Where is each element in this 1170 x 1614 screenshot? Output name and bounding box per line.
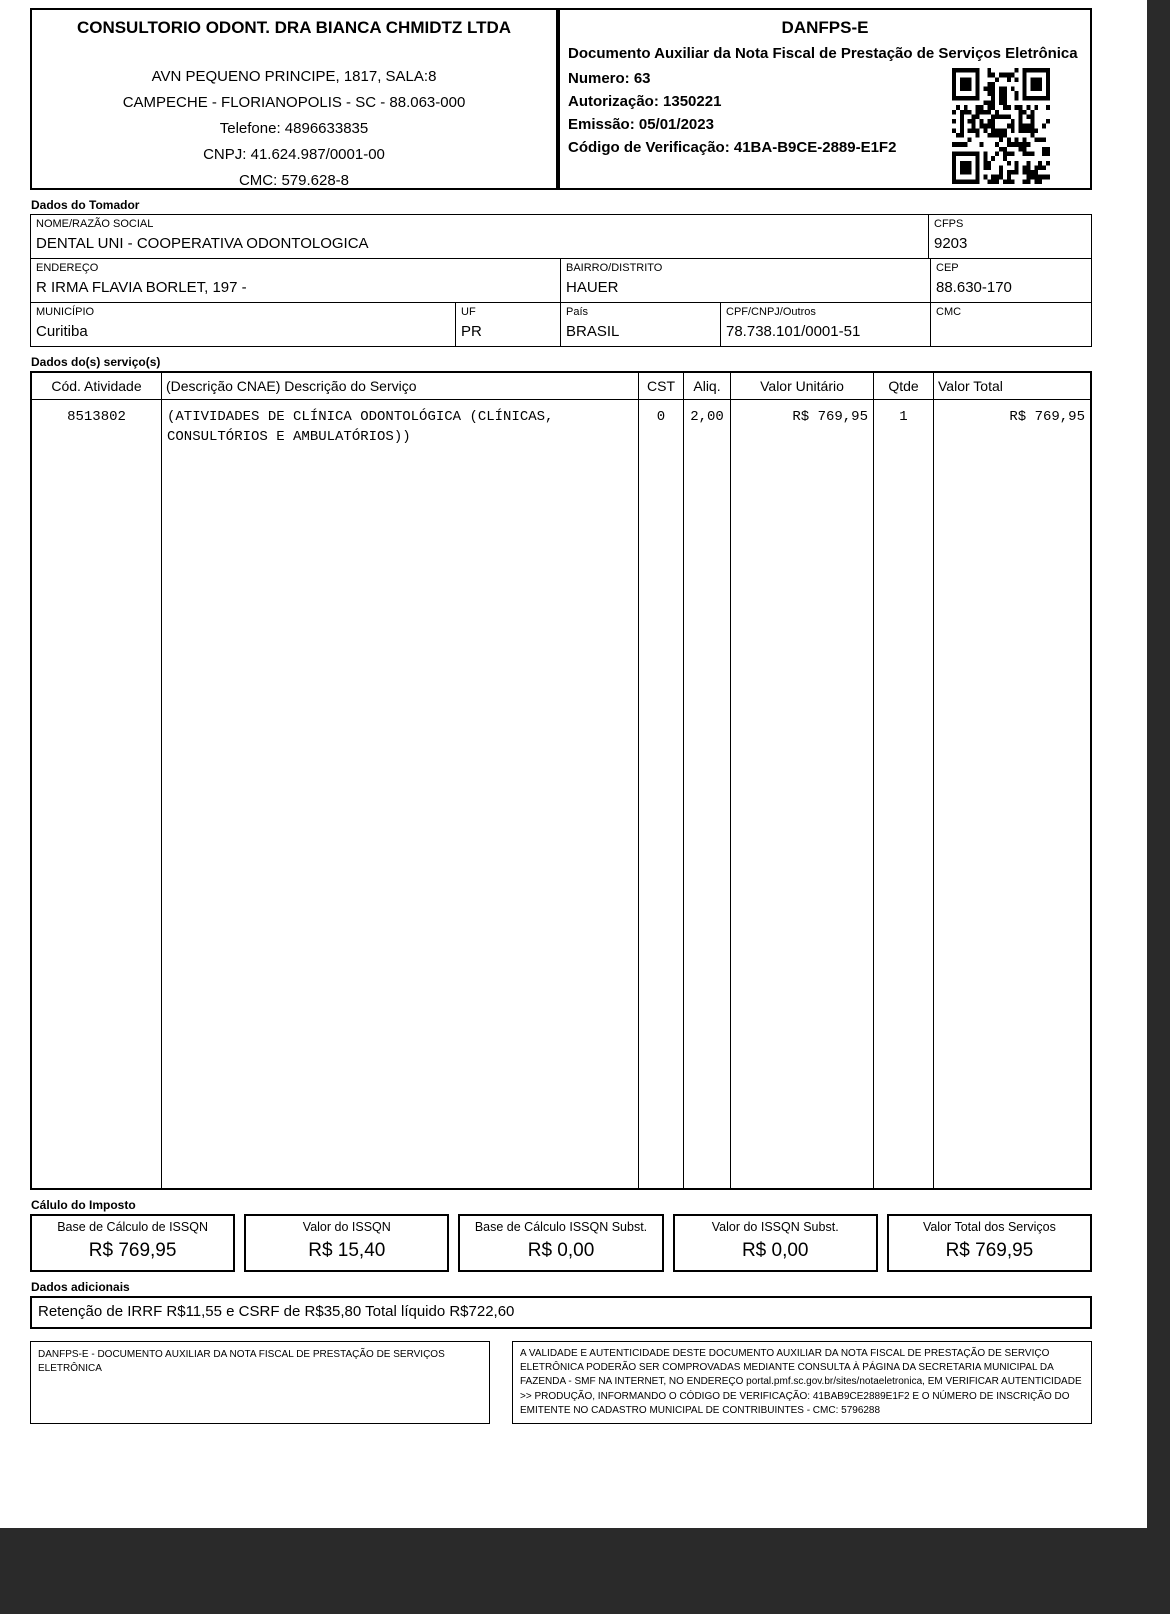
issuer-details: [42, 64, 546, 194]
danfps-emissao: Emissão: 05/01/2023: [568, 116, 714, 133]
col-header-qtde: Qtde: [874, 373, 934, 399]
field-label: MUNICÍPIO: [36, 306, 95, 318]
field-bairro: [561, 259, 931, 302]
tomador-row-1: [31, 215, 1091, 258]
field-uf: [456, 303, 561, 346]
col-header-descricao: (Descrição CNAE) Descrição do Serviço: [162, 373, 639, 399]
tax-box-valor-issqn: [244, 1214, 449, 1272]
field-pais: [561, 303, 721, 346]
section-title-tomador: Dados do Tomador: [31, 198, 140, 212]
field-value: HAUER: [566, 279, 619, 296]
col-header-aliq: Aliq.: [684, 373, 731, 399]
field-cmc: [931, 303, 1091, 346]
field-value: BRASIL: [566, 323, 620, 340]
field-label: País: [566, 306, 589, 318]
field-value: Curitiba: [36, 323, 88, 340]
field-nome-razao-social: [31, 215, 929, 258]
tomador-row-3: [31, 302, 1091, 346]
field-label: CFPS: [934, 218, 964, 230]
danfps-box: [558, 8, 1092, 190]
danfps-title: DANFPS-E: [781, 18, 869, 37]
svc-cst: 0: [639, 400, 684, 1188]
field-cep: [931, 259, 1091, 302]
additional-data-box: [30, 1296, 1092, 1329]
danfps-autorizacao: Autorização: 1350221: [568, 93, 722, 110]
issuer-phone: Telefone: 4896633835: [219, 120, 369, 137]
service-table: [30, 371, 1092, 1190]
issuer-cnpj: CNPJ: 41.624.987/0001-00: [203, 146, 385, 163]
field-value: 78.738.101/0001-51: [726, 323, 861, 340]
section-title-imposto: Cálulo do Imposto: [31, 1198, 136, 1212]
field-value: R IRMA FLAVIA BORLET, 197 -: [36, 279, 247, 296]
field-value: [936, 322, 1086, 341]
issuer-box: [30, 8, 558, 190]
field-label: CPF/CNPJ/Outros: [726, 306, 816, 318]
field-label: UF: [461, 306, 476, 318]
svc-descricao: (ATIVIDADES DE CLÍNICA ODONTOLÓGICA (CLÍNICAS, CONSULTÓRIOS E AMBULATÓRIOS)): [162, 400, 639, 1188]
field-label: ENDEREÇO: [36, 262, 99, 274]
col-header-valor-unitario: Valor Unitário: [731, 373, 874, 399]
danfps-numero: Numero: 63: [568, 70, 651, 87]
svc-cod: 8513802: [32, 400, 162, 1188]
issuer-address-line1: AVN PEQUENO PRINCIPE, 1817, SALA:8: [151, 68, 437, 85]
field-cpf-cnpj: [721, 303, 931, 346]
footer-left-box: DANFPS-E - DOCUMENTO AUXILIAR DA NOTA FISCAL DE PRESTAÇÃO DE SERVIÇOS ELETRÔNICA: [30, 1341, 490, 1424]
tax-value: R$ 0,00: [741, 1240, 809, 1261]
field-value: 9203: [934, 235, 968, 252]
tax-box-valor-issqn-subst: [673, 1214, 878, 1272]
tax-label: Base de Cálculo ISSQN Subst.: [474, 1220, 648, 1234]
field-cfps: [929, 215, 1091, 258]
section-title-adicionais: Dados adicionais: [31, 1280, 130, 1294]
tax-value: R$ 0,00: [527, 1240, 595, 1261]
footer-validity-box: A VALIDADE E AUTENTICIDADE DESTE DOCUMENTO AUXILIAR DA NOTA FISCAL DE PRESTAÇÃO DE SERVIÇO ELETRÔNICA PODERÃO SER COMPROVADAS MEDIANTE CONSULTA À PÁGINA DA SECRETARIA MUNICIPAL DA FAZENDA - SMF NA INTERNET, NO ENDEREÇO portal.pmf.sc.gov.br/sites/notaeletronica, EM VERIFICAR AUTENTICIDADE >> PRODUÇÃO, INFORMANDO O CÓDIGO DE VERIFICAÇÃO: 41BAB9CE2889E1F2 E O NÚMERO DE INSCRIÇÃO DO EMITENTE NO CADASTRO MUNICIPAL DE CONTRIBUINTES - CMC: 5796288: [512, 1341, 1092, 1424]
issuer-address-line2: CAMPECHE - FLORIANOPOLIS - SC - 88.063-000: [122, 94, 466, 111]
field-value: PR: [461, 323, 482, 340]
field-label: BAIRRO/DISTRITO: [566, 262, 663, 274]
col-header-cst: CST: [639, 373, 684, 399]
service-row: [32, 400, 1090, 1188]
tax-value: R$ 15,40: [308, 1240, 386, 1261]
tomador-row-2: [31, 258, 1091, 302]
footer: [30, 1341, 1092, 1424]
tax-box-valor-total-servicos: [887, 1214, 1092, 1272]
field-endereco: [31, 259, 561, 302]
danfps-subtitle: Documento Auxiliar da Nota Fiscal de Prestação de Serviços Eletrônica: [568, 45, 1078, 62]
additional-data-text: Retenção de IRRF R$11,55 e CSRF de R$35,80 Total líquido R$722,60: [38, 1303, 515, 1320]
issuer-name: CONSULTORIO ODONT. DRA BIANCA CHMIDTZ LTDA: [76, 18, 512, 37]
issuer-cmc: CMC: 579.628-8: [238, 172, 350, 189]
qr-code: [952, 68, 1050, 184]
tax-value: R$ 769,95: [945, 1240, 1034, 1261]
tax-label: Valor do ISSQN: [302, 1220, 391, 1234]
field-label: NOME/RAZÃO SOCIAL: [36, 218, 154, 230]
tomador-table: [30, 214, 1092, 347]
field-label: CMC: [936, 306, 962, 318]
svc-aliq: 2,00: [684, 400, 731, 1188]
section-title-servicos: Dados do(s) serviço(s): [31, 355, 161, 369]
tax-boxes: [30, 1214, 1092, 1272]
tax-box-base-issqn: [30, 1214, 235, 1272]
svc-qtde: 1: [874, 400, 934, 1188]
col-header-cod-atividade: Cód. Atividade: [32, 373, 162, 399]
field-value: DENTAL UNI - COOPERATIVA ODONTOLOGICA: [36, 235, 369, 252]
document-content: [30, 8, 1092, 1424]
tax-value: R$ 769,95: [88, 1240, 177, 1261]
danfps-codigo-verificacao: Código de Verificação: 41BA-B9CE-2889-E1F2: [568, 139, 897, 156]
tax-box-base-issqn-subst: [458, 1214, 663, 1272]
tax-label: Base de Cálculo de ISSQN: [57, 1220, 208, 1234]
field-label: CEP: [936, 262, 959, 274]
header: [30, 8, 1092, 190]
col-header-valor-total: Valor Total: [938, 378, 1003, 394]
tax-label: Valor do ISSQN Subst.: [711, 1220, 839, 1234]
service-table-header: [32, 373, 1090, 400]
tax-label: Valor Total dos Serviços: [922, 1220, 1056, 1234]
field-municipio: [31, 303, 456, 346]
svc-valor-total: R$ 769,95: [1009, 409, 1085, 425]
svc-valor-unitario: R$ 769,95: [731, 400, 874, 1188]
field-value: 88.630-170: [936, 279, 1012, 296]
